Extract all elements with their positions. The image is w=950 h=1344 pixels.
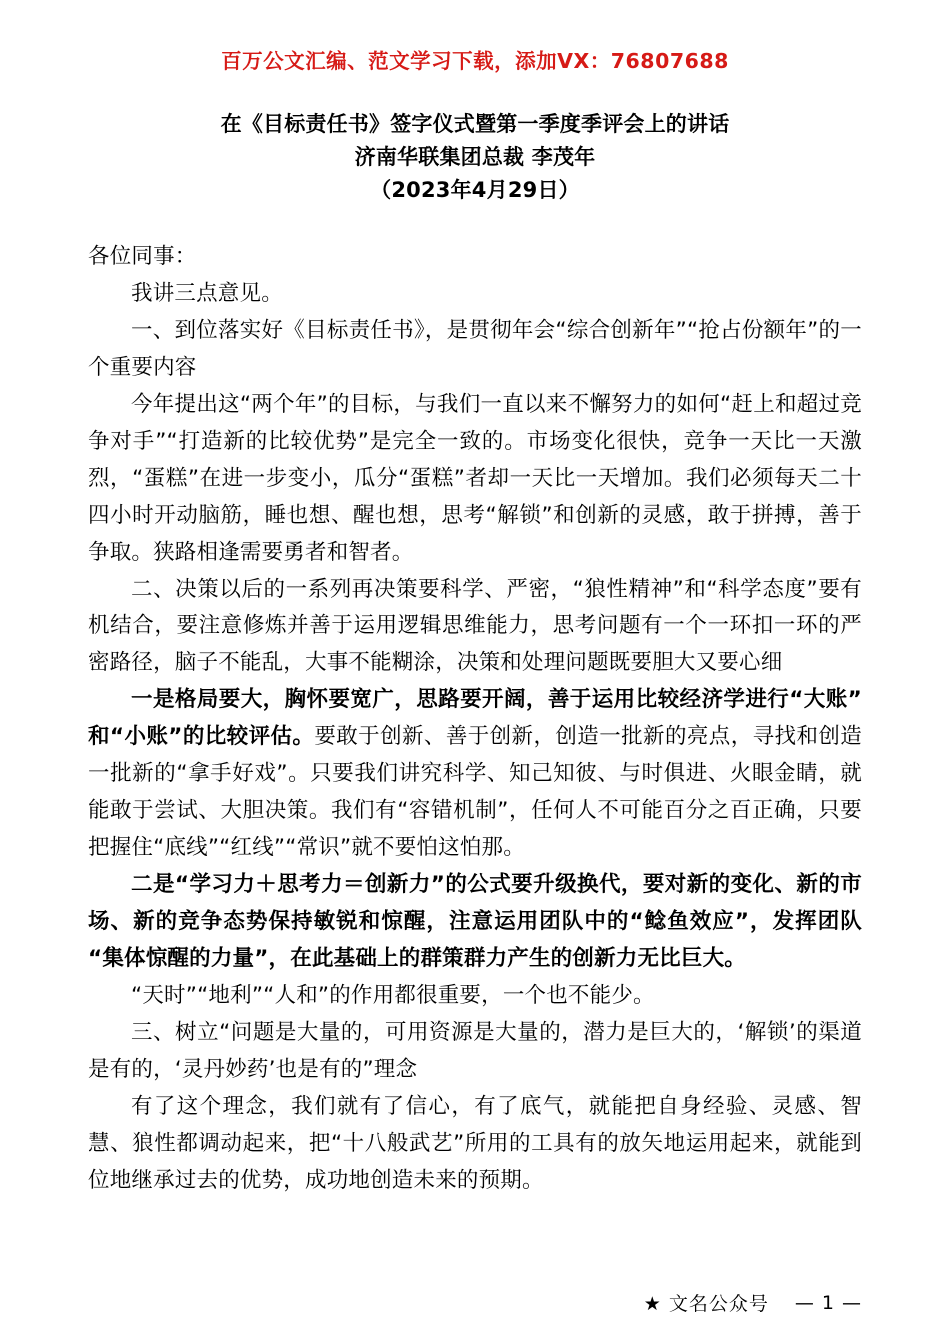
promo-banner: 百万公文汇编、范文学习下载，添加VX：76807688 bbox=[221, 49, 729, 73]
paragraph-point-three-body: 有了这个理念，我们就有了信心，有了底气，就能把自身经验、灵感、智慧、狼性都调动起来，把“十八般武艺”所用的工具有的放矢地运用起来，就能到位地继承过去的优势，成功地创造未来的预期。 bbox=[88, 1094, 862, 1193]
paragraph-point-two-heading: 二、决策以后的一系列再决策要科学、严密，“狼性精神”和“科学态度”要有机结合，要注意修炼并善于运用逻辑思维能力，思考问题有一个一环扣一环的严密路径，脑子不能乱，大事不能糊涂，决策和处理问题既要胆大又要心细 bbox=[88, 576, 862, 676]
sub-one-continuation: 要敢于创新、善于创新，创造一批新的亮点，寻找和创造一批新的“拿手好戏”。只要我们讲究科学、知己知彼、与时俱进、火眼金睛，就能敢于尝试、大胆决策。我们有“容错机制”，任何人不可能百分之百正确，只要把握住“底线”“红线”“常识”就不要怕这怕那。 bbox=[88, 724, 862, 861]
footer-watermark: ★ 文名公众号 bbox=[643, 1293, 769, 1315]
paragraph-point-one-body: 今年提出这“两个年”的目标，与我们一直以来不懈努力的如何“赶上和超过竞争对手”“打造新的比较优势”是完全一致的。市场变化很快，竞争一天比一天激烈，“蛋糕”在进一步变小，瓜分“蛋糕”者却一天比一天增加。我们必须每天二十四小时开动脑筋，睡也想、醒也想，思考“解锁”和创新的灵感，敢于拼搏，善于争取。狭路相逢需要勇者和智者。 bbox=[88, 391, 862, 565]
paragraph-point-two-sub-two: 二是“学习力＋思考力＝创新力”的公式要升级换代，要对新的变化、新的市场、新的竞争态势保持敏锐和惊醒，注意运用团队中的“鲶鱼效应”，发挥团队“集体惊醒的力量”，在此基础上的群策群力产生的创新力无比巨大。 bbox=[88, 872, 862, 972]
sub-one-lead: 一是格局要大，胸怀要宽广，思路要开阔，善于运用比较经济学进行“大账”和“小账”的比较评估。 bbox=[88, 687, 862, 750]
page-footer bbox=[88, 1289, 862, 1316]
title-block bbox=[88, 108, 862, 209]
paragraph-point-two-tail: “天时”“地利”“人和”的作用都很重要，一个也不能少。 bbox=[131, 983, 655, 1009]
paragraph-point-three-heading: 三、树立“问题是大量的，可用资源是大量的，潜力是巨大的，‘解锁’的渠道是有的，‘灵丹妙药’也是有的”理念 bbox=[88, 1020, 862, 1083]
document-body bbox=[88, 239, 862, 1200]
paragraph-point-one-heading: 一、到位落实好《目标责任书》，是贯彻年会“综合创新年”“抢占份额年”的一个重要内容 bbox=[88, 317, 862, 380]
document-title: 在《目标责任书》签字仪式暨第一季度季评会上的讲话 bbox=[220, 112, 730, 136]
paragraph-intro: 我讲三点意见。 bbox=[131, 280, 283, 306]
document-author: 济南华联集团总裁 李茂年 bbox=[354, 144, 596, 169]
paragraph-point-two-sub-one bbox=[88, 682, 862, 867]
paragraph-salutation: 各位同事： bbox=[88, 243, 197, 269]
page-number: — 1 — bbox=[794, 1291, 862, 1314]
document-date: （2023年4月29日） bbox=[370, 178, 580, 203]
